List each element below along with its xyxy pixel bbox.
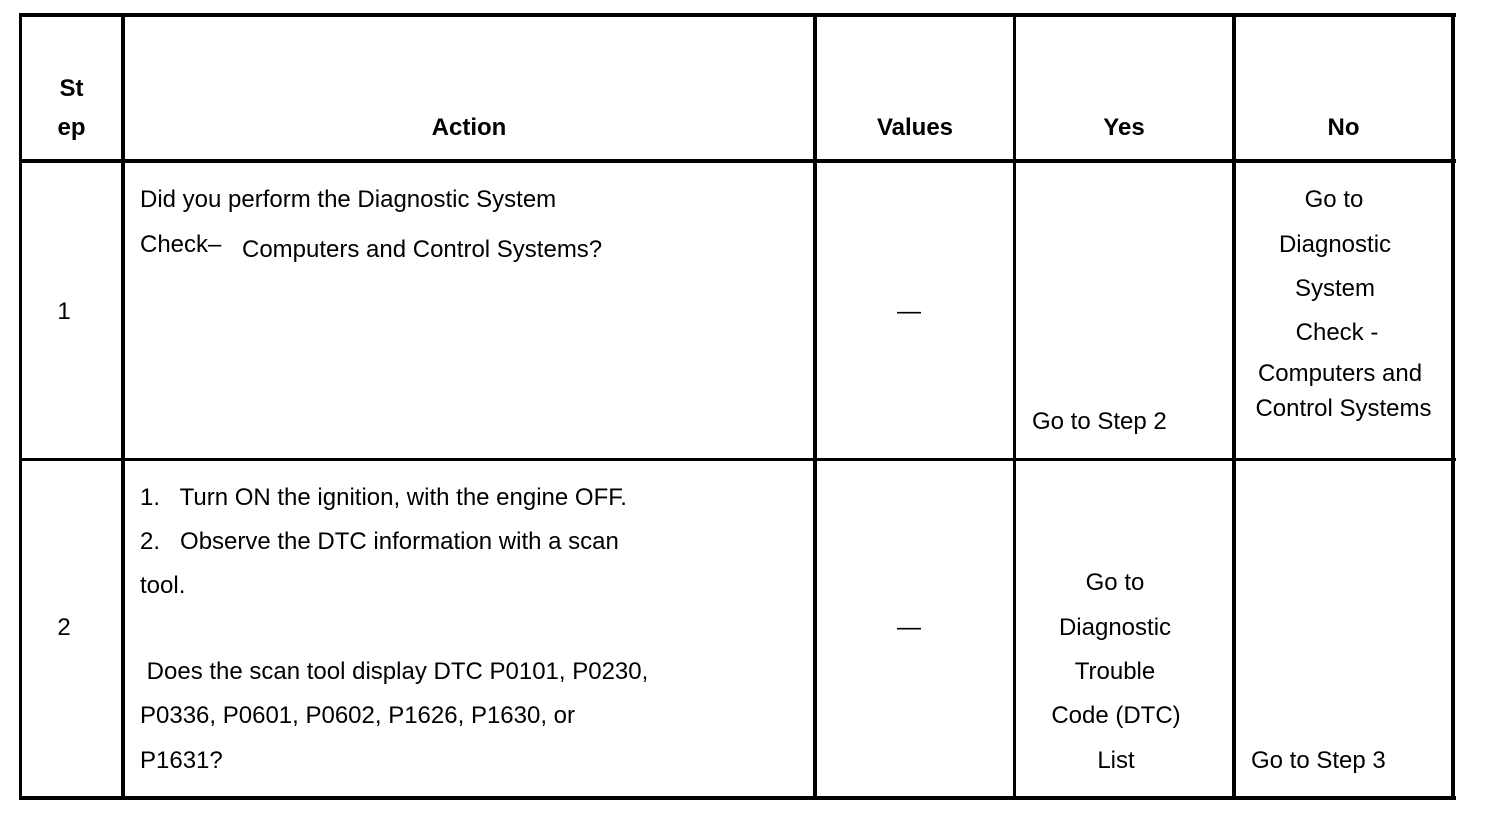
row-2-value: — <box>897 614 921 641</box>
row-1-no-line: Computers and <box>1257 360 1423 387</box>
row-divider <box>19 458 1456 461</box>
header-step-line1: St <box>59 75 84 102</box>
row-2-yes-line: Trouble <box>1074 658 1156 685</box>
row-1-no-line: Go to <box>1304 186 1364 213</box>
row-2-action-line: Does the scan tool display DTC P0101, P0230, <box>140 658 649 685</box>
row-2-no: Go to Step 3 <box>1251 747 1386 774</box>
header-divider <box>19 159 1456 163</box>
row-1-value: — <box>897 298 921 325</box>
row-2-action-line: P0336, P0601, P0602, P1626, P1630, or <box>140 702 576 729</box>
table-border-right <box>1451 13 1455 800</box>
row-2-yes-line: Diagnostic <box>1058 614 1172 641</box>
row-1-no-line: Control Systems <box>1255 395 1432 422</box>
row-1-yes: Go to Step 2 <box>1032 408 1167 435</box>
row-2-step: 2 <box>57 614 71 641</box>
row-1-step: 1 <box>57 298 71 325</box>
row-2-action-line: 1. Turn ON the ignition, with the engine OFF. <box>140 484 627 511</box>
row-2-yes-line: Go to <box>1085 569 1145 596</box>
row-2-action-line: P1631? <box>140 747 223 774</box>
header-step-line2: ep <box>57 114 86 141</box>
row-1-no-line: Check - <box>1295 319 1379 346</box>
header-no: No <box>1327 114 1360 141</box>
row-1-action-line: Computers and Control Systems? <box>242 236 603 263</box>
header-values: Values <box>876 114 954 141</box>
header-action: Action <box>431 114 507 141</box>
table-border-top <box>19 13 1456 17</box>
row-2-action-line: 2. Observe the DTC information with a scan <box>140 528 619 555</box>
row-1-no-line: System <box>1294 275 1375 302</box>
row-1-action-line: Did you perform the Diagnostic System <box>140 186 557 213</box>
row-2-action-line: tool. <box>140 572 186 599</box>
row-1-action-line: Check– <box>140 231 222 258</box>
table-border-bottom <box>19 796 1456 800</box>
row-2-yes-line: List <box>1097 747 1135 774</box>
row-1-no-line: Diagnostic <box>1278 231 1392 258</box>
header-yes: Yes <box>1103 114 1145 141</box>
row-2-yes-line: Code (DTC) <box>1051 702 1181 729</box>
